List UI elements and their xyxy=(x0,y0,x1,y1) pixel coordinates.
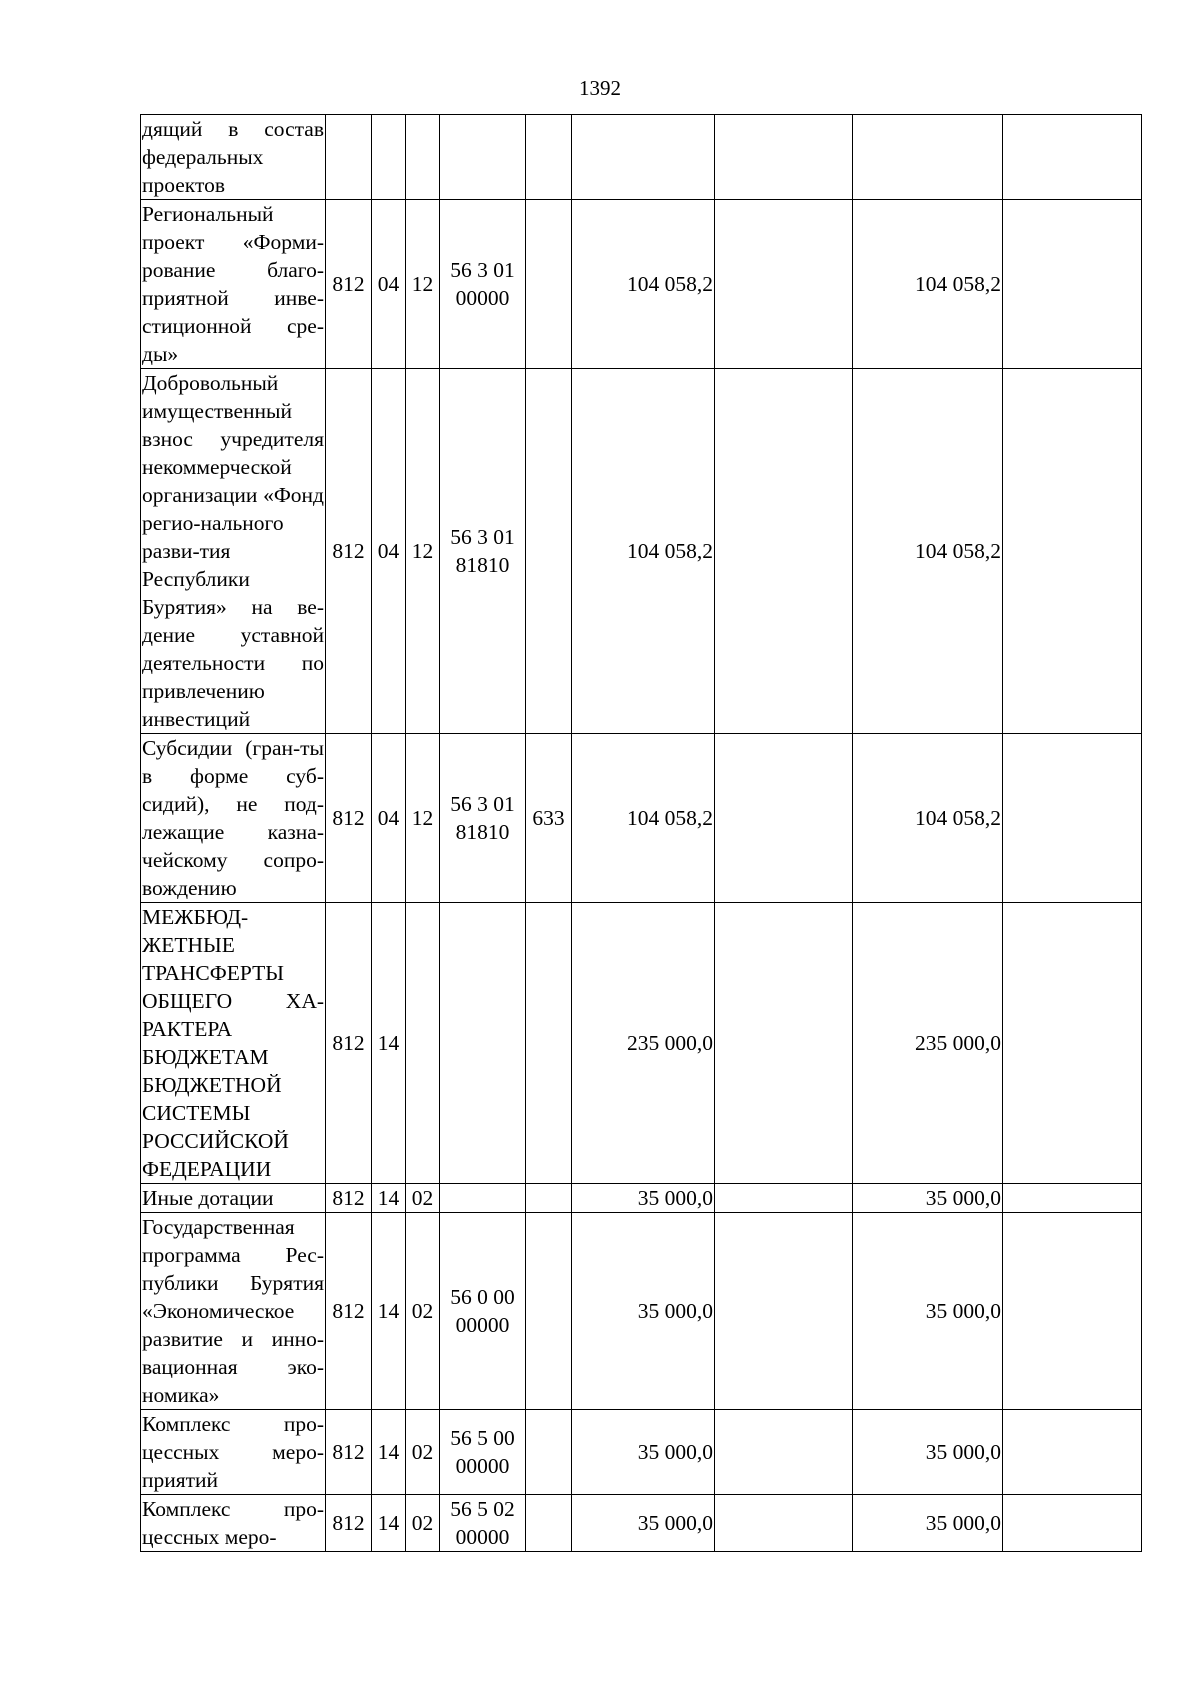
amount-3: 104 058,2 xyxy=(853,369,1003,734)
expense-type xyxy=(526,369,572,734)
amount-1: 35 000,0 xyxy=(572,1184,715,1213)
admin-code: 812 xyxy=(326,734,372,903)
amount-3 xyxy=(853,115,1003,200)
section-code: 14 xyxy=(372,1184,406,1213)
admin-code: 812 xyxy=(326,369,372,734)
amount-4 xyxy=(1003,115,1142,200)
amount-4 xyxy=(1003,734,1142,903)
admin-code: 812 xyxy=(326,1184,372,1213)
row-name: Добровольный имущественный взнос учредителя некоммерческой организации «Фонд регио-нального разви-тия Республики Бурятия» на ве-дение уставной деятельности по привлечению инвестиций xyxy=(141,369,326,734)
amount-2 xyxy=(715,1184,853,1213)
page-number: 1392 xyxy=(579,76,621,100)
expense-type xyxy=(526,1184,572,1213)
expense-type: 633 xyxy=(526,734,572,903)
row-name: дящий в состав федеральных проектов xyxy=(141,115,326,200)
amount-1: 35 000,0 xyxy=(572,1410,715,1495)
amount-4 xyxy=(1003,1410,1142,1495)
amount-3: 35 000,0 xyxy=(853,1213,1003,1410)
amount-1: 104 058,2 xyxy=(572,734,715,903)
subsection-code: 02 xyxy=(406,1184,440,1213)
amount-2 xyxy=(715,903,853,1184)
amount-3: 104 058,2 xyxy=(853,734,1003,903)
table-row xyxy=(141,734,1142,903)
amount-4 xyxy=(1003,903,1142,1184)
target-article: 56 3 01 00000 xyxy=(440,200,526,369)
admin-code: 812 xyxy=(326,1495,372,1552)
target-article: 56 5 02 00000 xyxy=(440,1495,526,1552)
amount-3: 235 000,0 xyxy=(853,903,1003,1184)
amount-4 xyxy=(1003,1213,1142,1410)
section-code xyxy=(372,115,406,200)
subsection-code: 02 xyxy=(406,1495,440,1552)
row-name: МЕЖБЮД-ЖЕТНЫЕ ТРАНСФЕРТЫ ОБЩЕГО ХА-РАКТЕРА БЮДЖЕТАМ БЮДЖЕТНОЙ СИСТЕМЫ РОССИЙСКОЙ ФЕДЕРАЦИИ xyxy=(141,903,326,1184)
amount-2 xyxy=(715,734,853,903)
budget-table xyxy=(140,114,1142,1552)
section-code: 04 xyxy=(372,734,406,903)
amount-4 xyxy=(1003,369,1142,734)
row-name: Комплекс про-цессных меро- xyxy=(141,1495,326,1552)
amount-1: 104 058,2 xyxy=(572,200,715,369)
table-row xyxy=(141,1184,1142,1213)
admin-code: 812 xyxy=(326,903,372,1184)
target-article: 56 5 00 00000 xyxy=(440,1410,526,1495)
amount-1: 35 000,0 xyxy=(572,1213,715,1410)
amount-1: 235 000,0 xyxy=(572,903,715,1184)
target-article xyxy=(440,115,526,200)
amount-4 xyxy=(1003,1184,1142,1213)
amount-2 xyxy=(715,115,853,200)
row-name: Региональный проект «Форми-рование благо-приятной инве-стиционной сре-ды» xyxy=(141,200,326,369)
amount-3: 104 058,2 xyxy=(853,200,1003,369)
expense-type xyxy=(526,903,572,1184)
table-row xyxy=(141,903,1142,1184)
row-name: Комплекс про-цессных меро-приятий xyxy=(141,1410,326,1495)
target-article: 56 0 00 00000 xyxy=(440,1213,526,1410)
target-article: 56 3 01 81810 xyxy=(440,734,526,903)
row-name: Субсидии (гран-ты в форме суб-сидий), не под-лежащие казна-чейскому сопро-вождению xyxy=(141,734,326,903)
admin-code xyxy=(326,115,372,200)
table-row xyxy=(141,1410,1142,1495)
target-article: 56 3 01 81810 xyxy=(440,369,526,734)
amount-3: 35 000,0 xyxy=(853,1184,1003,1213)
amount-2 xyxy=(715,1410,853,1495)
amount-2 xyxy=(715,200,853,369)
amount-4 xyxy=(1003,200,1142,369)
expense-type xyxy=(526,1495,572,1552)
amount-2 xyxy=(715,1213,853,1410)
amount-3: 35 000,0 xyxy=(853,1410,1003,1495)
table-row xyxy=(141,1213,1142,1410)
section-code: 04 xyxy=(372,200,406,369)
expense-type xyxy=(526,1410,572,1495)
subsection-code: 02 xyxy=(406,1213,440,1410)
expense-type xyxy=(526,115,572,200)
amount-1: 104 058,2 xyxy=(572,369,715,734)
admin-code: 812 xyxy=(326,1410,372,1495)
amount-4 xyxy=(1003,1495,1142,1552)
subsection-code xyxy=(406,903,440,1184)
section-code: 14 xyxy=(372,1495,406,1552)
amount-3: 35 000,0 xyxy=(853,1495,1003,1552)
target-article xyxy=(440,903,526,1184)
amount-1: 35 000,0 xyxy=(572,1495,715,1552)
section-code: 14 xyxy=(372,1213,406,1410)
subsection-code xyxy=(406,115,440,200)
subsection-code: 02 xyxy=(406,1410,440,1495)
admin-code: 812 xyxy=(326,200,372,369)
section-code: 04 xyxy=(372,369,406,734)
section-code: 14 xyxy=(372,1410,406,1495)
expense-type xyxy=(526,1213,572,1410)
amount-2 xyxy=(715,369,853,734)
section-code: 14 xyxy=(372,903,406,1184)
expense-type xyxy=(526,200,572,369)
table-row xyxy=(141,115,1142,200)
amount-1 xyxy=(572,115,715,200)
row-name: Государственная программа Рес-публики Бурятия «Экономическое развитие и инно-вационная эко-номика» xyxy=(141,1213,326,1410)
table-row xyxy=(141,200,1142,369)
target-article xyxy=(440,1184,526,1213)
table-row xyxy=(141,1495,1142,1552)
subsection-code: 12 xyxy=(406,200,440,369)
admin-code: 812 xyxy=(326,1213,372,1410)
table-row xyxy=(141,369,1142,734)
subsection-code: 12 xyxy=(406,369,440,734)
amount-2 xyxy=(715,1495,853,1552)
subsection-code: 12 xyxy=(406,734,440,903)
row-name: Иные дотации xyxy=(141,1184,326,1213)
